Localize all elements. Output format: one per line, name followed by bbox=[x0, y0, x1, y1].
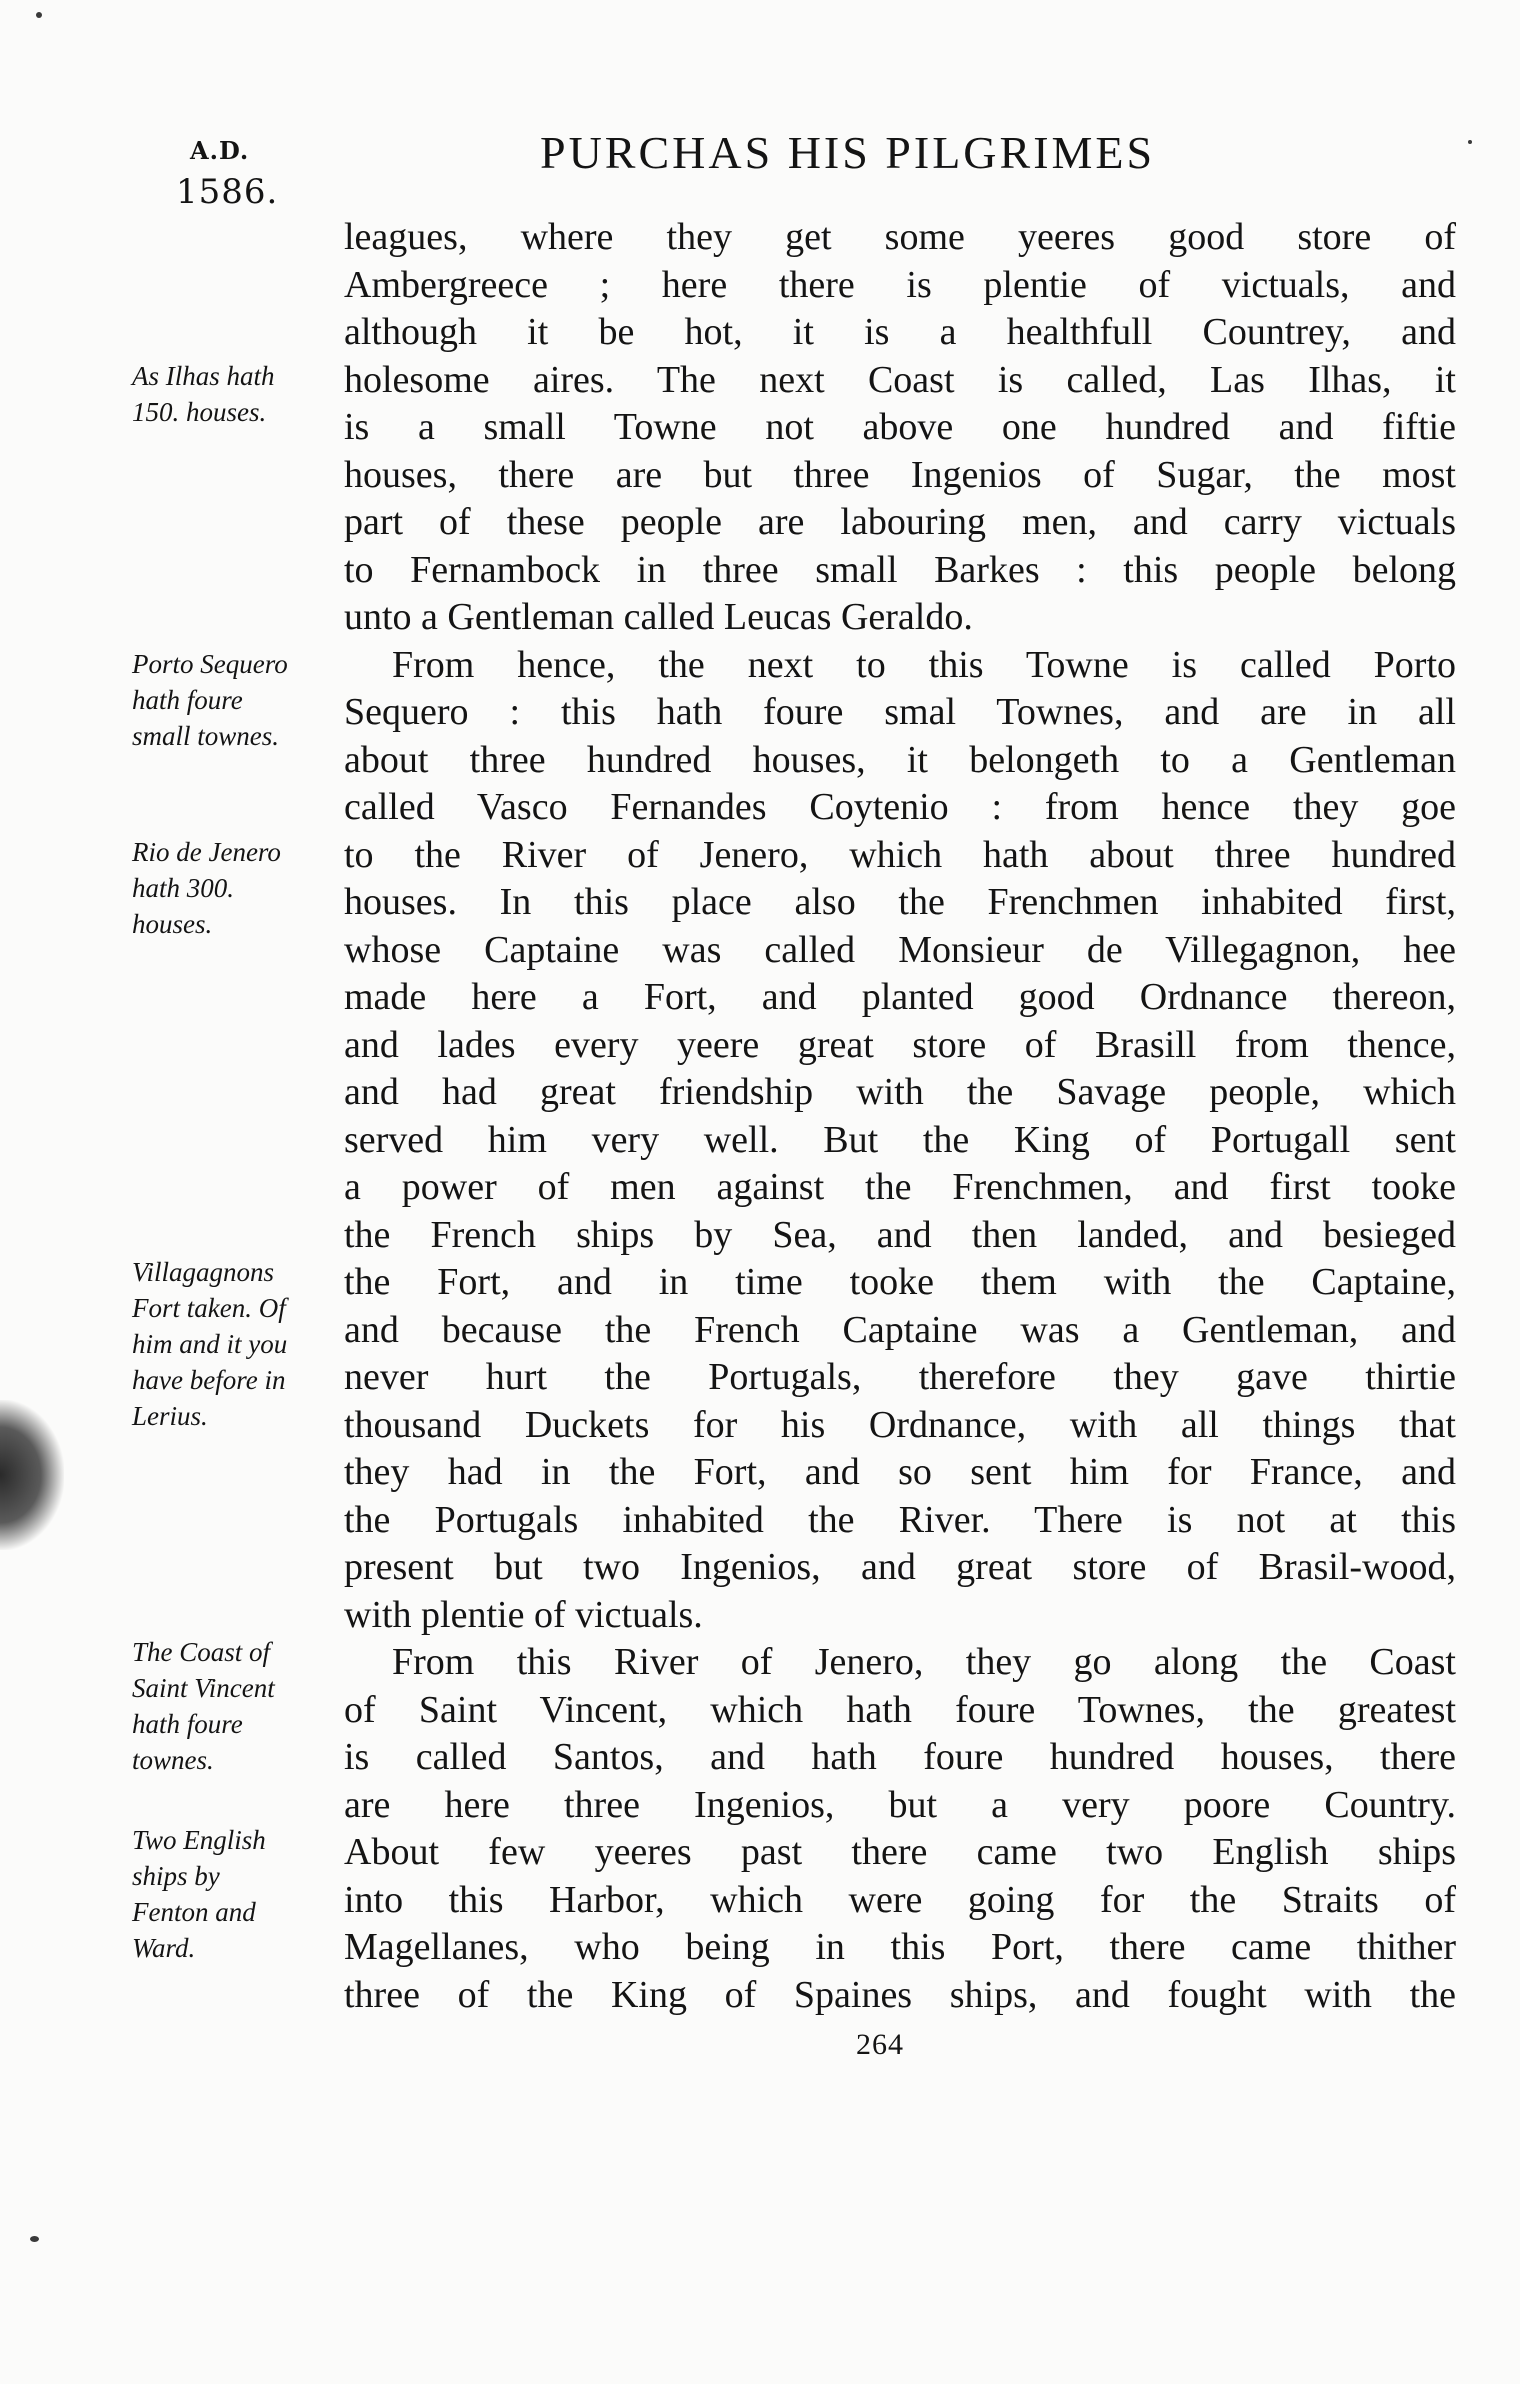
text-line: whose Captaine was called Monsieur de Villegagnon, hee bbox=[344, 928, 1456, 971]
text-line: a power of men against the Frenchmen, and first tooke bbox=[344, 1166, 1456, 1208]
body-text bbox=[344, 214, 1456, 2019]
text-line: they had in the Fort, and so sent him for France, and bbox=[344, 1451, 1456, 1493]
margin-note-line: Saint Vincent bbox=[132, 1673, 275, 1703]
text-line: Sequero : this hath foure smal Townes, and are in all bbox=[344, 691, 1456, 733]
margin-note-porto-sequero bbox=[132, 646, 332, 754]
text-line: are here three Ingenios, but a very poore Country. bbox=[344, 1783, 1456, 1826]
margin-note-line: him and it you bbox=[132, 1329, 288, 1359]
page-number: 264 bbox=[856, 2028, 904, 2061]
page-title: PURCHAS HIS PILGRIMES bbox=[540, 127, 1156, 178]
margin-note-line: The Coast of bbox=[132, 1637, 271, 1667]
margin-note-line: Ward. bbox=[132, 1933, 196, 1963]
ink-speck bbox=[30, 2236, 39, 2242]
margin-note-villagagnons-fort bbox=[132, 1254, 332, 1434]
text-line: and had great friendship with the Savage people, which bbox=[344, 1071, 1456, 1113]
text-line: although it be hot, it is a healthfull Countrey, and bbox=[344, 311, 1456, 353]
margin-note-line: Rio de Jenero bbox=[132, 837, 281, 867]
text-line: the Fort, and in time tooke them with the Captaine, bbox=[344, 1261, 1456, 1303]
margin-note-line: Two English bbox=[132, 1825, 266, 1855]
text-line: with plentie of victuals. bbox=[344, 1593, 703, 1636]
text-line: and lades every yeere great store of Brasill from thence, bbox=[344, 1023, 1456, 1066]
text-line: the Portugals inhabited the River. There is not at this bbox=[344, 1498, 1456, 1541]
text-line: never hurt the Portugals, therefore they gave thirtie bbox=[344, 1356, 1456, 1398]
text-line: of Saint Vincent, which hath foure Townes, the greatest bbox=[344, 1688, 1456, 1731]
margin-note-line: 150. houses. bbox=[132, 397, 267, 427]
margin-note-line: hath foure bbox=[132, 1709, 243, 1739]
margin-note-rio-de-jenero bbox=[132, 834, 332, 942]
margin-note-line: hath foure bbox=[132, 685, 243, 715]
margin-note-line: hath 300. bbox=[132, 873, 235, 903]
margin-note-line: As Ilhas hath bbox=[132, 361, 275, 391]
margin-note-line: Lerius. bbox=[132, 1401, 208, 1431]
text-line: From this River of Jenero, they go along the Coast bbox=[392, 1641, 1456, 1683]
margin-note-line: Porto Sequero bbox=[132, 649, 288, 679]
margin-note-coast-saint-vincent bbox=[132, 1634, 332, 1778]
margin-note-two-english-ships bbox=[132, 1822, 332, 1966]
text-line: served him very well. But the King of Portugall sent bbox=[344, 1118, 1456, 1161]
margin-note-line: Fort taken. Of bbox=[132, 1293, 286, 1323]
margin-note-line: townes. bbox=[132, 1745, 214, 1775]
text-line: is called Santos, and hath foure hundred houses, there bbox=[344, 1736, 1456, 1778]
text-line: thousand Duckets for his Ordnance, with all things that bbox=[344, 1403, 1456, 1446]
text-line: From hence, the next to this Towne is called Porto bbox=[392, 643, 1456, 686]
text-line: to the River of Jenero, which hath about three hundred bbox=[344, 833, 1456, 876]
margin-note-line: houses. bbox=[132, 909, 213, 939]
text-line: to Fernambock in three small Barkes : this people belong bbox=[344, 548, 1456, 591]
text-line: Magellanes, who being in this Port, there came thither bbox=[344, 1926, 1456, 1968]
date-label: A.D. bbox=[190, 136, 250, 165]
margin-note-line: small townes. bbox=[132, 721, 280, 751]
text-line: made here a Fort, and planted good Ordnance thereon, bbox=[344, 976, 1456, 1018]
text-line: houses, there are but three Ingenios of Sugar, the most bbox=[344, 453, 1456, 496]
text-line: leagues, where they get some yeeres good store of bbox=[344, 216, 1456, 258]
margin-note-line: Villagagnons bbox=[132, 1257, 275, 1287]
text-line: into this Harbor, which were going for the Straits of bbox=[344, 1878, 1456, 1921]
running-head bbox=[0, 126, 1520, 212]
date-year: 1586. bbox=[176, 172, 279, 212]
text-line: three of the King of Spaines ships, and fought with the bbox=[344, 1973, 1456, 2016]
text-line: part of these people are labouring men, and carry victuals bbox=[344, 501, 1456, 543]
text-line: called Vasco Fernandes Coytenio : from hence they goe bbox=[344, 786, 1456, 828]
margin-note-line: have before in bbox=[132, 1365, 286, 1395]
text-line: Ambergreece ; here there is plentie of victuals, and bbox=[344, 263, 1456, 306]
text-line: houses. In this place also the Frenchmen inhabited first, bbox=[344, 881, 1456, 923]
margin-note-las-ilhas bbox=[132, 358, 332, 430]
text-line: unto a Gentleman called Leucas Geraldo. bbox=[344, 596, 973, 638]
text-line: present but two Ingenios, and great store of Brasil-wood, bbox=[344, 1546, 1456, 1588]
text-line: and because the French Captaine was a Gentleman, and bbox=[344, 1308, 1456, 1351]
text-line: about three hundred houses, it belongeth to a Gentleman bbox=[344, 738, 1456, 781]
ink-speck bbox=[36, 12, 42, 18]
margin-note-line: ships by bbox=[132, 1861, 220, 1891]
page-edge-shadow bbox=[0, 1400, 64, 1550]
text-line: the French ships by Sea, and then landed, and besieged bbox=[344, 1213, 1456, 1256]
margin-note-line: Fenton and bbox=[132, 1897, 256, 1927]
text-line: About few yeeres past there came two English ships bbox=[344, 1831, 1456, 1873]
text-line: is a small Towne not above one hundred and fiftie bbox=[344, 406, 1456, 448]
text-line: holesome aires. The next Coast is called, Las Ilhas, it bbox=[344, 358, 1456, 401]
